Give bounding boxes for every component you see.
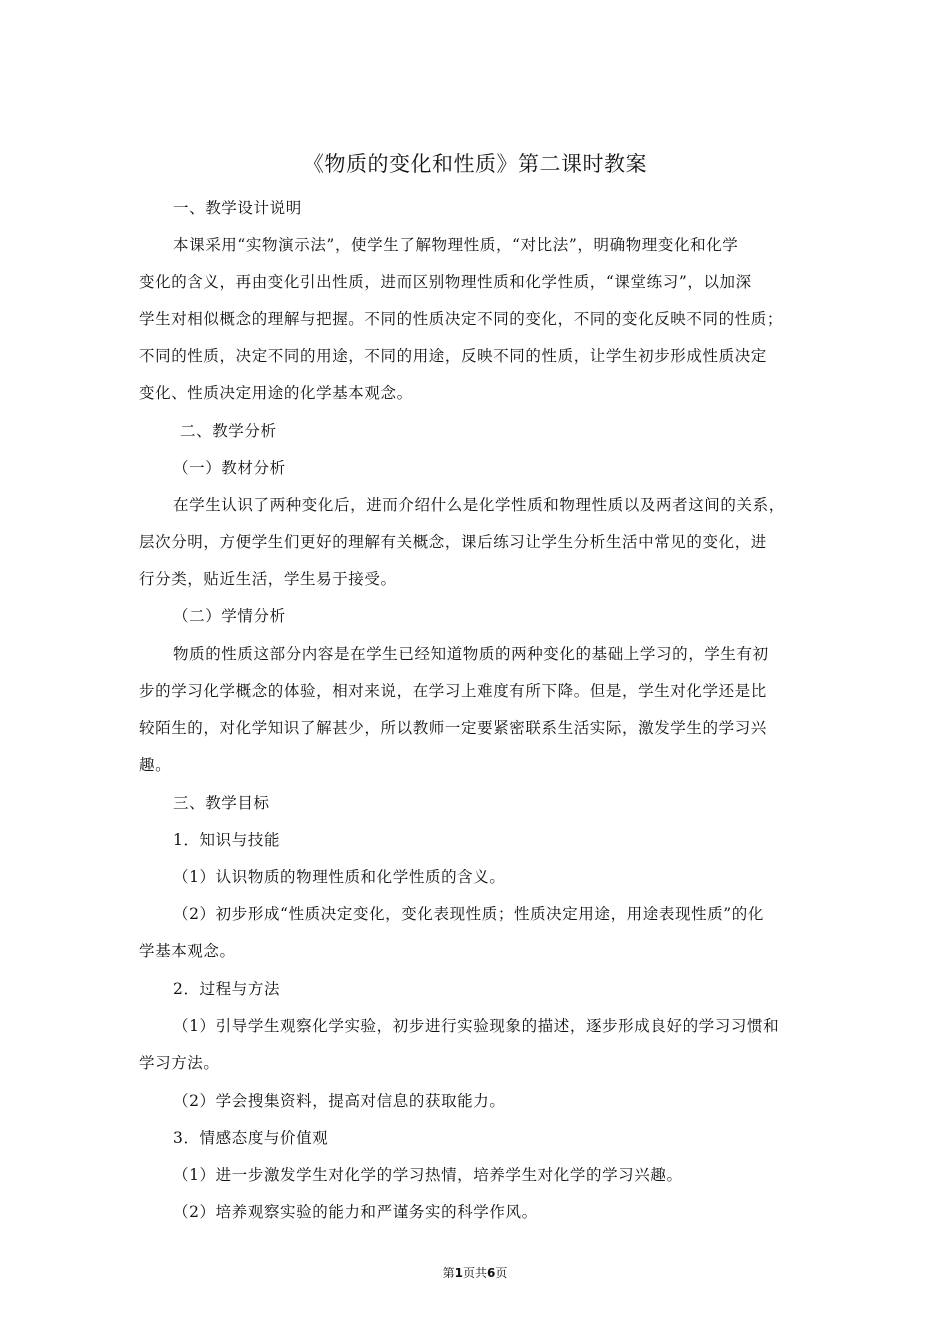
page-footer bbox=[0, 1264, 950, 1281]
section-heading-1: 一、教学设计说明 bbox=[173, 199, 302, 217]
list-item: （1）引导学生观察化学实验，初步进行实验现象的描述，逐步形成良好的学习习惯和 bbox=[173, 1017, 780, 1035]
paragraph-line: 在学生认识了两种变化后，进而介绍什么是化学性质和物理性质以及两者这间的关系， bbox=[173, 496, 785, 514]
total-page-count: 6 bbox=[487, 1266, 496, 1280]
paragraph-line: 层次分明，方便学生们更好的理解有关概念，课后练习让学生分析生活中常见的变化，进 bbox=[139, 533, 767, 551]
footer-prefix: 第 bbox=[442, 1266, 455, 1280]
section-heading-3: 三、教学目标 bbox=[173, 794, 270, 812]
list-item: （2）学会搜集资料，提高对信息的获取能力。 bbox=[173, 1092, 506, 1110]
paragraph-line: 趣。 bbox=[139, 756, 172, 774]
footer-middle: 页共 bbox=[462, 1266, 487, 1280]
paragraph-line: 物质的性质这部分内容是在学生已经知道物质的两种变化的基础上学习的，学生有初 bbox=[173, 645, 769, 663]
document-title: 《物质的变化和性质》第二课时教案 bbox=[303, 152, 647, 176]
paragraph-line: 步的学习化学概念的体验，相对来说，在学习上难度有所下降。但是，学生对化学还是比 bbox=[139, 682, 767, 700]
paragraph-line: 较陌生的，对化学知识了解甚少，所以教师一定要紧密联系生活实际，激发学生的学习兴 bbox=[139, 719, 767, 737]
current-page-number: 1 bbox=[454, 1266, 463, 1280]
section-heading-2: 二、教学分析 bbox=[180, 422, 277, 440]
list-item: （1）进一步激发学生对化学的学习热情，培养学生对化学的学习兴趣。 bbox=[173, 1166, 683, 1184]
list-item: （2）初步形成“性质决定变化，变化表现性质；性质决定用途，用途表现性质”的化 bbox=[173, 905, 765, 923]
list-item: （2）培养观察实验的能力和严谨务实的科学作风。 bbox=[173, 1203, 538, 1221]
paragraph-line: 变化、性质决定用途的化学基本观念。 bbox=[139, 384, 413, 402]
paragraph-line: 变化的含义，再由变化引出性质，进而区别物理性质和化学性质，“课堂练习”，以加深 bbox=[139, 273, 752, 291]
paragraph-line: 行分类，贴近生活，学生易于接受。 bbox=[139, 570, 397, 588]
list-item-continued: 学习方法。 bbox=[139, 1054, 220, 1072]
paragraph-line: 不同的性质，决定不同的用途，不同的用途，反映不同的性质，让学生初步形成性质决定 bbox=[139, 347, 767, 365]
subsection-heading: （一）教材分析 bbox=[173, 459, 286, 477]
list-heading: 2．过程与方法 bbox=[173, 980, 281, 998]
paragraph-line: 学生对相似概念的理解与把握。不同的性质决定不同的变化，不同的变化反映不同的性质； bbox=[139, 310, 784, 328]
footer-suffix: 页 bbox=[495, 1266, 508, 1280]
list-item-continued: 学基本观念。 bbox=[139, 942, 236, 960]
paragraph-line: 本课采用“实物演示法”，使学生了解物理性质，“对比法”，明确物理变化和化学 bbox=[173, 236, 739, 254]
subsection-heading: （二）学情分析 bbox=[173, 607, 286, 625]
list-heading: 3．情感态度与价值观 bbox=[173, 1129, 329, 1147]
list-item: （1）认识物质的物理性质和化学性质的含义。 bbox=[173, 868, 506, 886]
list-heading: 1．知识与技能 bbox=[173, 831, 281, 849]
